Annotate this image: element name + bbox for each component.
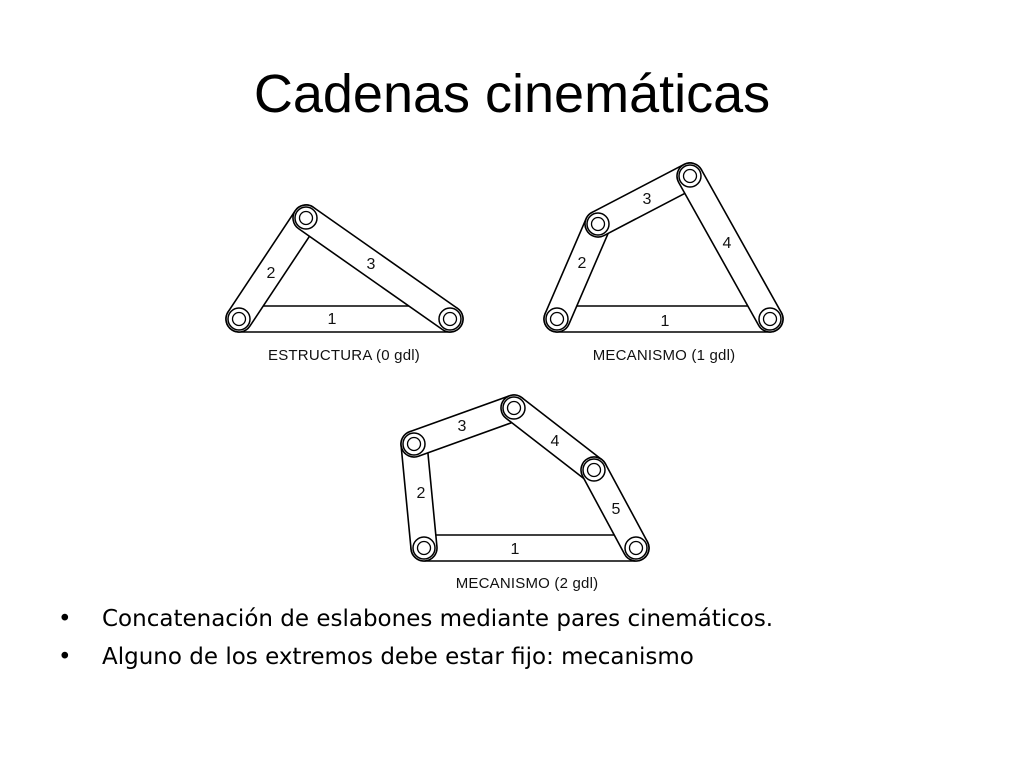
diagram-mecanismo-2-gdl — [401, 395, 649, 592]
link-number-label: 1 — [327, 311, 337, 329]
diagram-estructura — [226, 205, 463, 364]
bullet-text: Alguno de los extremos debe estar fijo: mecanismo — [102, 644, 694, 670]
revolute-joint-icon — [679, 165, 701, 187]
link-number-label: 3 — [642, 191, 652, 209]
revolute-joint-icon — [228, 308, 250, 330]
bullet-item — [58, 600, 773, 638]
bullet-text: Concatenación de eslabones mediante pares cinemáticos. — [102, 606, 774, 632]
link-number-label: 4 — [550, 433, 560, 451]
link-1 — [411, 535, 649, 561]
link-number-label: 1 — [510, 541, 520, 559]
slide-title: Cadenas cinemáticas — [253, 64, 771, 124]
diagram-caption: MECANISMO (2 gdl) — [455, 575, 599, 592]
revolute-joint-icon — [295, 207, 317, 229]
link-number-label: 2 — [577, 255, 587, 273]
revolute-joint-icon — [583, 459, 605, 481]
revolute-joint-icon — [503, 397, 525, 419]
bullet-dot-icon: • — [58, 606, 72, 632]
link-number-label: 1 — [660, 313, 670, 331]
link-number-label: 5 — [611, 501, 621, 519]
revolute-joint-icon — [413, 537, 435, 559]
link-number-label: 2 — [416, 485, 426, 503]
diagram-caption: ESTRUCTURA (0 gdl) — [268, 347, 420, 364]
diagram-mecanismo-1-gdl — [544, 163, 783, 364]
revolute-joint-icon — [625, 537, 647, 559]
link-body — [411, 535, 649, 561]
revolute-joint-icon — [439, 308, 461, 330]
link-number-label: 3 — [457, 418, 467, 436]
revolute-joint-icon — [546, 308, 568, 330]
revolute-joint-icon — [587, 213, 609, 235]
link-number-label: 4 — [722, 235, 732, 253]
link-number-label: 2 — [266, 265, 276, 283]
revolute-joint-icon — [403, 433, 425, 455]
bullet-item — [58, 638, 773, 676]
bullet-dot-icon: • — [58, 644, 72, 670]
revolute-joint-icon — [759, 308, 781, 330]
bullet-list — [58, 600, 773, 676]
link-number-label: 3 — [366, 256, 376, 274]
diagram-caption: MECANISMO (1 gdl) — [592, 347, 736, 364]
